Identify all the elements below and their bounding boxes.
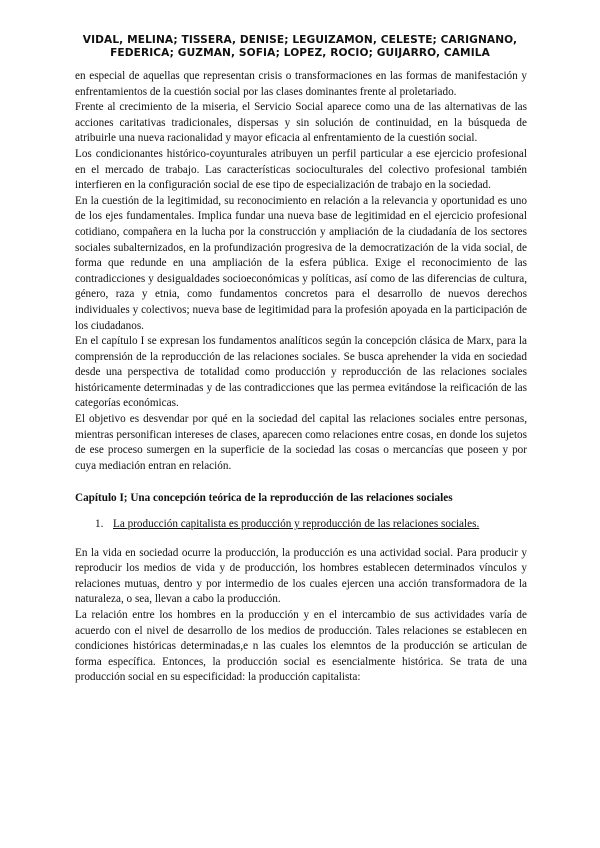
numbered-list-item xyxy=(75,517,527,533)
paragraph: El objetivo es desvendar por qué en la sociedad del capital las relaciones sociales entre personas, mientras personifican intereses de clases, aparecen como relaciones entre cosas, en donde los sujetos de ese proceso sumergen en la superficie de la sociedad las cosas o mercancías que poseen y por cuya mediación entran en relación. xyxy=(75,413,527,472)
list-item-text: La producción capitalista es producción y reproducción de las relaciones sociales. xyxy=(113,518,480,531)
paragraph: en especial de aquellas que representan crisis o transformaciones en las formas de manifestación y enfrentamientos de la cuestión social por las clases dominantes frente al proletariado. xyxy=(75,70,527,98)
paragraph: Frente al crecimiento de la miseria, el Servicio Social aparece como una de las alternativas de las acciones caritativas tradicionales, dispersas y sin solución de continuidad, en la búsqueda de atribuirle una nueva racionalidad y mayor eficacia al enfrentamiento de la cuestión social. xyxy=(75,101,527,145)
header-authors-line-2: FEDERICA; GUZMAN, SOFIA; LOPEZ, ROCIO; GUIJARRO, CAMILA xyxy=(110,47,490,60)
document-body xyxy=(75,69,527,686)
paragraph: La relación entre los hombres en la producción y en el intercambio de sus actividades varía de acuerdo con el nivel de desarrollo de los medios de producción. Tales relaciones se establecen en condiciones históricas determinadas,e n las cuales los elemntos de la producción se articulan de forma específica. Entonces, la producción social es esencialmente histórica. Se trata de una producción social en su especificidad: la producción capitalista: xyxy=(75,609,527,684)
page-header xyxy=(60,34,540,61)
paragraph: Los condicionantes histórico-coyunturales atribuyen un perfil particular a ese ejercicio profesional en el mercado de trabajo. Las características socioculturales del colectivo profesional también interfieren en la configuración social de ese tipo de especialización de trabajo en la sociedad. xyxy=(75,147,527,192)
paragraph: En el capítulo I se expresan los fundamentos analíticos según la concepción clásica de Marx, para la comprensión de la reproducción de las relaciones sociales. Se busca aprehender la vida en sociedad desde una perspectiva de totalidad como producción y reproducción de las relaciones sociales históricamente determinadas y de las contradicciones que las permea evitándose la reificación de las categorías económicas. xyxy=(75,335,527,410)
header-authors-line-1: VIDAL, MELINA; TISSERA, DENISE; LEGUIZAMON, CELESTE; CARIGNANO, xyxy=(82,34,518,46)
paragraph: En la cuestión de la legitimidad, su reconocimiento en relación a la relevancia y oportunidad es uno de los ejes fundamentales. Implica fundar una nueva base de legitimidad en el ejercicio profesional cotidiano, compañera en la lucha por la construcción y ampliación de la ciudadanía de los sectores sociales subalternizados, en la profundización progresiva de la democratización de la vida social, de forma que redunde en una ampliación de la esfera pública. Exige el reconocimiento de las contradicciones y desigualdades socioeconómicas y políticas, así como de las diferencias de cultura, género, raza y etnia, como fundamentos concretos para el desarrollo de nuevos derechos individuales y colectivos; nueva base de legitimidad para la profesión apoyada en la participación de los ciudadanos. xyxy=(75,194,527,332)
list-item-number: 1. xyxy=(95,518,104,531)
paragraph: En la vida en sociedad ocurre la producción, la producción es una actividad social. Para producir y reproducir los medios de vida y de producción, los hombres establecen determinados vínculos y relaciones mutuas, dentro y por intermedio de los cuales ejercen una acción transformadora de la naturaleza, o sea, llevan a cabo la producción. xyxy=(75,546,527,606)
chapter-heading: Capítulo I; Una concepción teórica de la reproducción de las relaciones sociales xyxy=(75,492,453,505)
